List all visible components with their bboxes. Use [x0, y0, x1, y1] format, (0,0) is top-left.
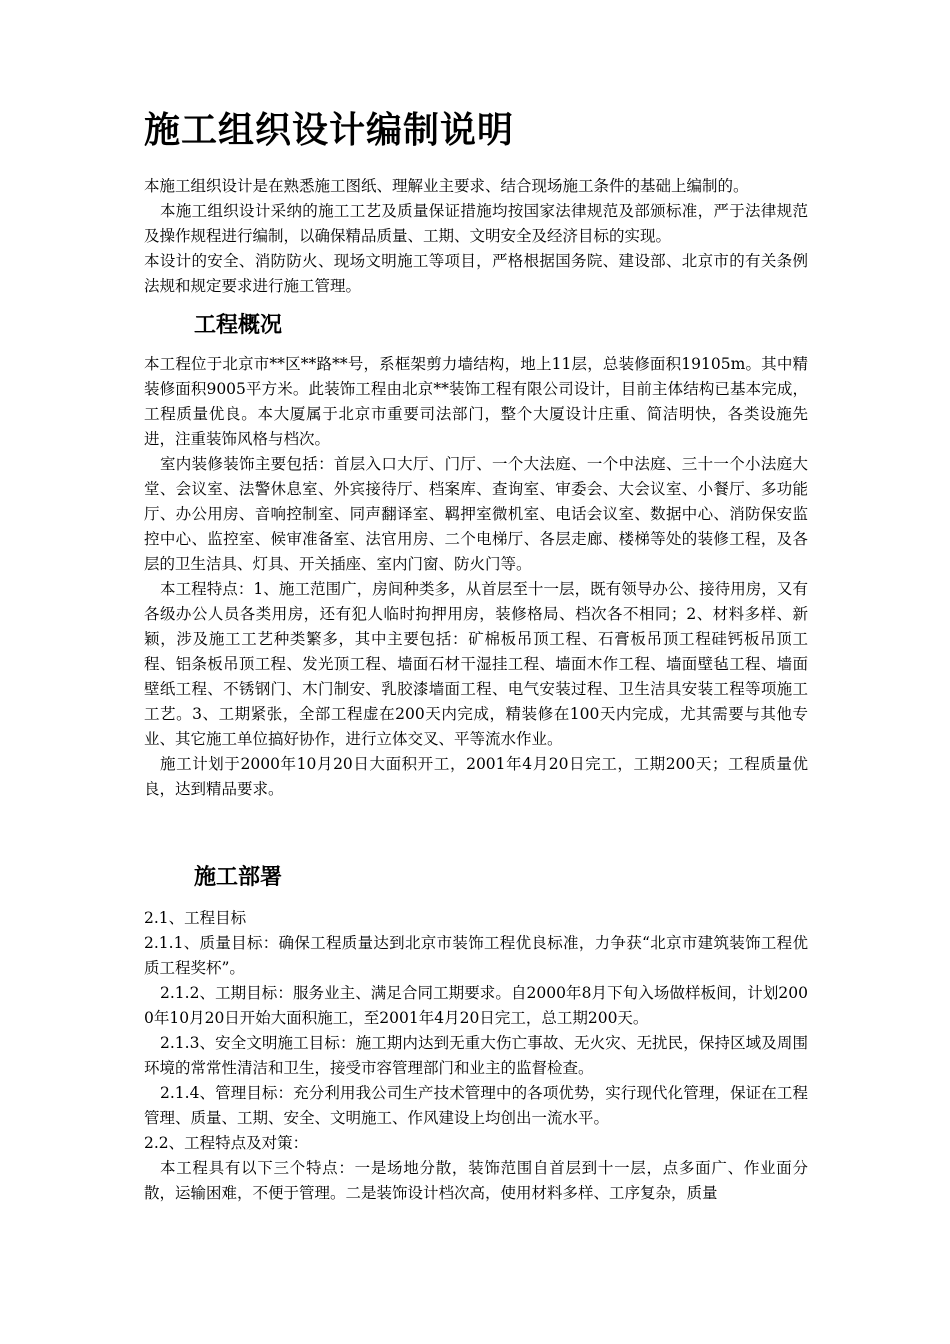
goal-schedule: 2.1.2、工期目标：服务业主、满足合同工期要求。自2000年8月下旬入场做样板间，计划2000年10月20日开始大面积施工，至2001年4月20日完工，总工期200天。: [144, 984, 808, 1027]
overview-paragraph: 室内装修装饰主要包括：首层入口大厅、门厅、一个大法庭、一个中法庭、三十一个小法庭大堂、会议室、法警休息室、外宾接待厅、档案库、查询室、审委会、大会议室、小餐厅、多功能厅、办公用房、音响控制室、同声翻译室、羁押室微机室、电话会议室、数据中心、消防保安监控中心、监控室、候审准备室、法官用房、二个电梯厅、各层走廊、楼梯等处的装修工程，及各层的卫生洁具、灯具、开关插座、室内门窗、防火门等。: [144, 455, 808, 573]
section-heading-deployment: 施工部署: [194, 865, 283, 890]
intro-paragraph: 本设计的安全、消防防火、现场文明施工等项目，严格根据国务院、建设部、北京市的有关条例法规和规定要求进行施工管理。: [144, 252, 808, 295]
overview-block: [144, 352, 808, 802]
document-title: 施工组织设计编制说明: [144, 110, 515, 151]
goal-quality: 2.1.1、质量目标：确保工程质量达到北京市装饰工程优良标准，力争获“北京市建筑装饰工程优质工程奖杯”。: [144, 934, 808, 977]
subsection-title: 2.1、工程目标: [144, 909, 247, 927]
subsection-title: 2.2、工程特点及对策：: [144, 1134, 309, 1152]
deployment-block: [144, 906, 808, 1206]
overview-paragraph: 本工程位于北京市**区**路**号，系框架剪力墙结构，地上11层，总装修面积19105m。其中精装修面积9005平方米。此装饰工程由北京**装饰工程有限公司设计，目前主体结构已基本完成，工程质量优良。本大厦属于北京市重要司法部门，整个大厦设计庄重、简洁明快，各类设施先进，注重装饰风格与档次。: [144, 355, 808, 448]
section-heading-overview: 工程概况: [194, 313, 283, 338]
features-paragraph: 本工程具有以下三个特点：一是场地分散，装饰范围自首层到十一层，点多面广、作业面分散，运输困难，不便于管理。二是装饰设计档次高，使用材料多样、工序复杂，质量: [144, 1159, 808, 1202]
overview-paragraph: 本工程特点：1、施工范围广，房间种类多，从首层至十一层，既有领导办公、接待用房，又有各级办公人员各类用房，还有犯人临时拘押用房，装修格局、档次各不相同；2、材料多样、新颖，涉及施工工艺种类繁多，其中主要包括：矿棉板吊顶工程、石膏板吊顶工程硅钙板吊顶工程、铝条板吊顶工程、发光顶工程、墙面石材干湿挂工程、墙面木作工程、墙面壁毡工程、墙面壁纸工程、不锈钢门、木门制安、乳胶漆墙面工程、电气安装过程、卫生洁具安装工程等项施工工艺。3、工期紧张，全部工程虚在200天内完成，精装修在100天内完成，尤其需要与其他专业、其它施工单位搞好协作，进行立体交叉、平等流水作业。: [144, 580, 808, 748]
goal-safety: 2.1.3、安全文明施工目标：施工期内达到无重大伤亡事故、无火灾、无扰民，保持区域及周围环境的常常性清洁和卫生，接受市容管理部门和业主的监督检查。: [144, 1034, 808, 1077]
goal-management: 2.1.4、管理目标：充分利用我公司生产技术管理中的各项优势，实行现代化管理，保证在工程管理、质量、工期、安全、文明施工、作风建设上均创出一流水平。: [144, 1084, 808, 1127]
overview-paragraph: 施工计划于2000年10月20日大面积开工，2001年4月20日完工，工期200天；工程质量优良，达到精品要求。: [144, 755, 808, 798]
intro-paragraph: 本施工组织设计是在熟悉施工图纸、理解业主要求、结合现场施工条件的基础上编制的。: [144, 177, 749, 195]
intro-paragraph: 本施工组织设计采纳的施工工艺及质量保证措施均按国家法律规范及部颁标准，严于法律规范及操作规程进行编制，以确保精品质量、工期、文明安全及经济目标的实现。: [144, 202, 808, 245]
intro-block: [144, 174, 808, 299]
